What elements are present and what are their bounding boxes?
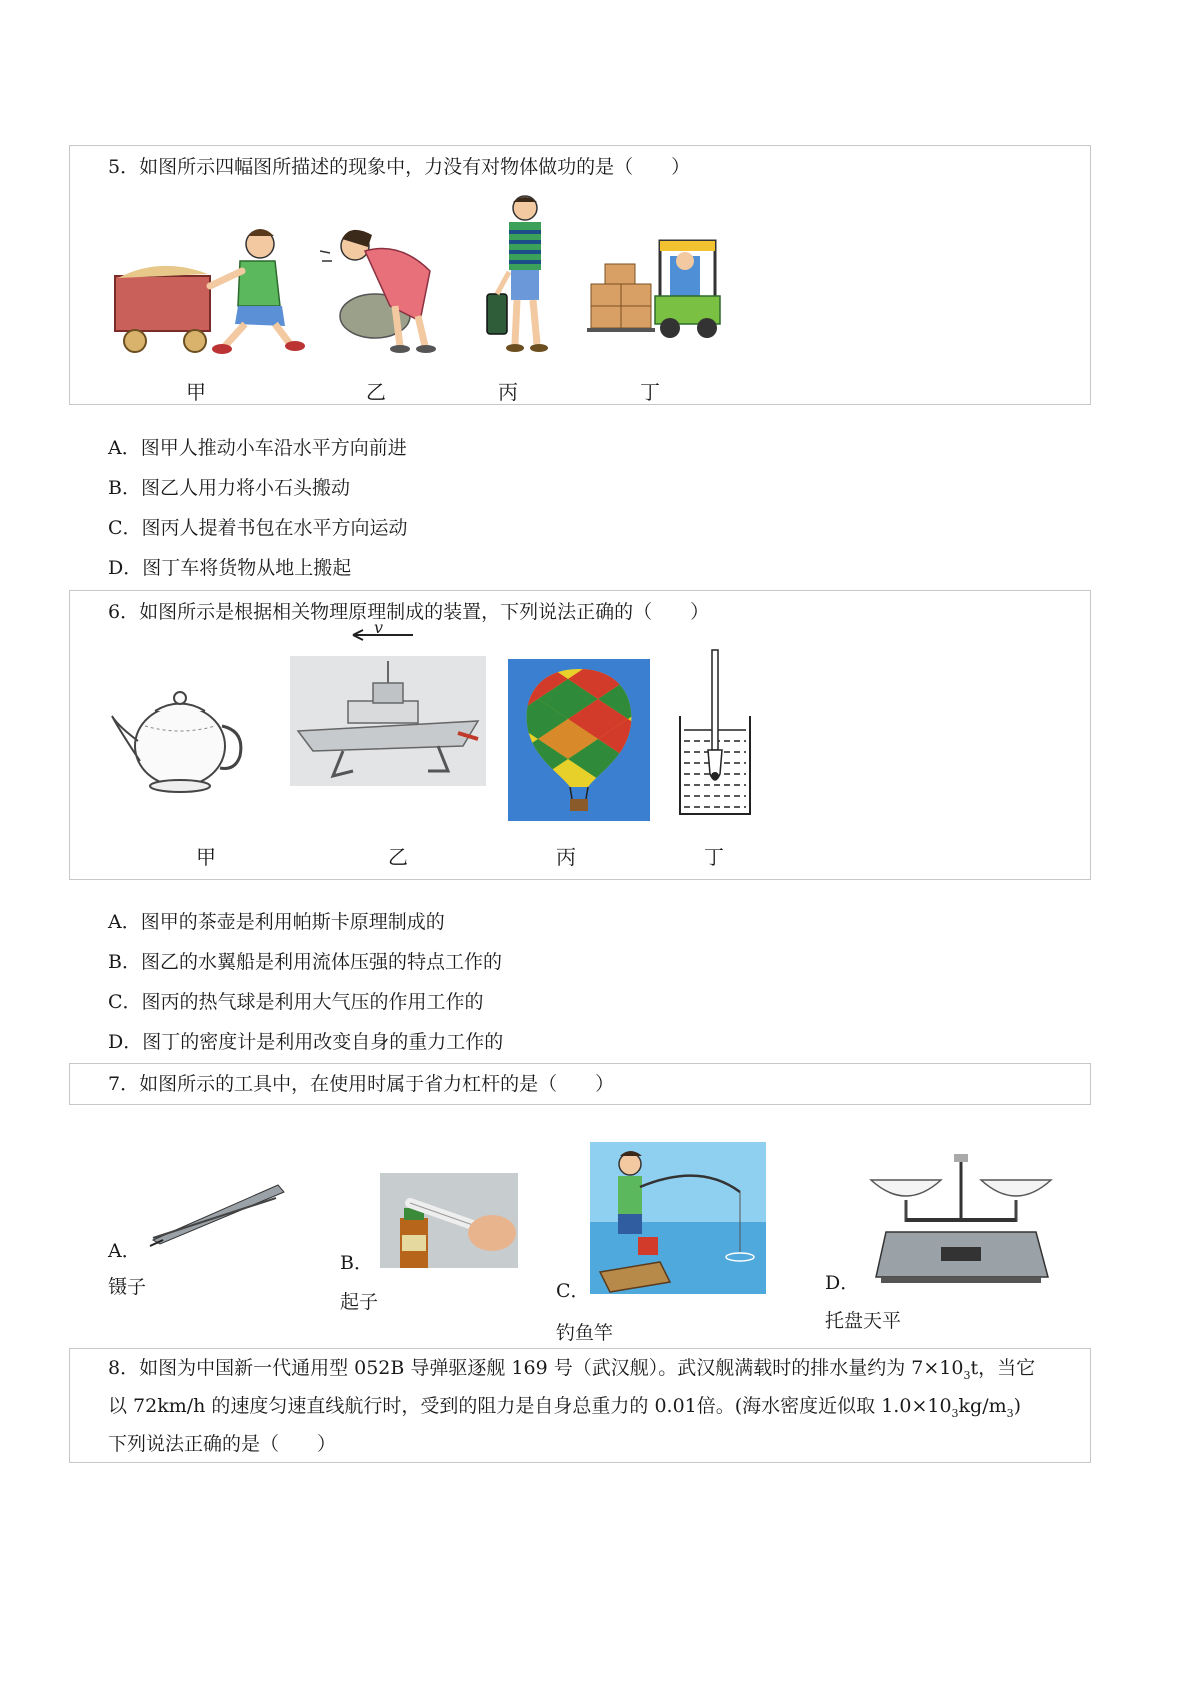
q7-choice-d-letter: D． bbox=[825, 1272, 860, 1294]
q7-choice-a-letter: A． bbox=[108, 1240, 141, 1262]
question-7-box bbox=[69, 1063, 1091, 1105]
q5-label-bing: 丙 bbox=[498, 380, 518, 404]
q6-label-yi: 乙 bbox=[388, 845, 408, 869]
q5-label-ding: 丁 bbox=[640, 380, 660, 404]
question-7-stem: 7．如图所示的工具中，在使用时属于省力杠杆的是（ ） bbox=[108, 1073, 615, 1095]
q6-option-c: C．图丙的热气球是利用大气压的作用工作的 bbox=[108, 991, 484, 1013]
hot-air-balloon-illustration bbox=[508, 659, 650, 821]
q7-choice-b-letter: B． bbox=[340, 1252, 373, 1274]
boy-carrying-bag-illustration bbox=[485, 194, 565, 364]
q5-label-yi: 乙 bbox=[366, 380, 386, 404]
question-5-box bbox=[69, 145, 1091, 405]
q8-line2-text-c: ) bbox=[1013, 1395, 1022, 1417]
q7-choice-c-letter: C． bbox=[556, 1280, 590, 1302]
q5-option-c: C．图丙人提着书包在水平方向运动 bbox=[108, 517, 408, 539]
q6-option-d: D．图丁的密度计是利用改变自身的重力工作的 bbox=[108, 1031, 504, 1053]
q6-label-jia: 甲 bbox=[196, 845, 216, 869]
fishing-rod-illustration bbox=[590, 1142, 766, 1294]
hydrofoil-boat-illustration bbox=[288, 621, 488, 796]
q8-line2-text-b: kg/m bbox=[958, 1395, 1007, 1417]
q7-choice-c-name: 钓鱼竿 bbox=[556, 1322, 614, 1344]
bottle-opener-illustration bbox=[380, 1173, 518, 1268]
girl-lifting-stone-illustration bbox=[320, 211, 450, 356]
pan-balance-illustration bbox=[866, 1152, 1056, 1287]
q6-label-ding: 丁 bbox=[704, 845, 724, 869]
q8-line1-text-a: 8．如图为中国新一代通用型 052B 导弹驱逐舰 169 号（武汉舰）。武汉舰满载时的排水量约为 7×10 bbox=[108, 1357, 964, 1379]
question-5-stem: 5．如图所示四幅图所描述的现象中，力没有对物体做功的是（ ） bbox=[108, 156, 691, 178]
q5-label-jia: 甲 bbox=[186, 380, 206, 404]
q5-option-a: A．图甲人推动小车沿水平方向前进 bbox=[108, 437, 407, 459]
q8-line1-text-b: t，当它 bbox=[970, 1357, 1036, 1379]
q6-option-b: B．图乙的水翼船是利用流体压强的特点工作的 bbox=[108, 951, 502, 973]
q8-line2-text-a: 以 72km/h 的速度匀速直线航行时，受到的阻力是自身总重力的 0.01倍。(海水密度近似取 1.0×10 bbox=[108, 1395, 952, 1417]
question-6-box bbox=[69, 590, 1091, 880]
question-8-line-3: 下列说法正确的是（ ） bbox=[108, 1433, 337, 1455]
question-6-stem: 6．如图所示是根据相关物理原理制成的装置，下列说法正确的（ ） bbox=[108, 601, 710, 623]
q8-line1-exponent: 3 bbox=[963, 1368, 971, 1382]
hydrometer-beaker-illustration bbox=[670, 646, 760, 821]
q7-choice-d-name: 托盘天平 bbox=[825, 1310, 902, 1332]
q8-line2-exponent-1: 3 bbox=[951, 1406, 959, 1420]
q5-option-b: B．图乙人用力将小石头搬动 bbox=[108, 477, 350, 499]
q5-option-d: D．图丁车将货物从地上搬起 bbox=[108, 557, 352, 579]
forklift-illustration bbox=[585, 216, 725, 346]
teapot-illustration bbox=[110, 686, 250, 801]
q7-choice-b-name: 起子 bbox=[340, 1291, 379, 1313]
velocity-label: v bbox=[374, 621, 384, 637]
q8-line2-exponent-2: 3 bbox=[1006, 1406, 1014, 1420]
q6-label-bing: 丙 bbox=[556, 845, 576, 869]
tweezers-illustration bbox=[148, 1180, 288, 1250]
boy-pushing-cart-illustration bbox=[110, 216, 310, 356]
question-8-box bbox=[69, 1348, 1091, 1463]
q6-option-a: A．图甲的茶壶是利用帕斯卡原理制成的 bbox=[108, 911, 445, 933]
q7-choice-a-name: 镊子 bbox=[108, 1276, 147, 1298]
